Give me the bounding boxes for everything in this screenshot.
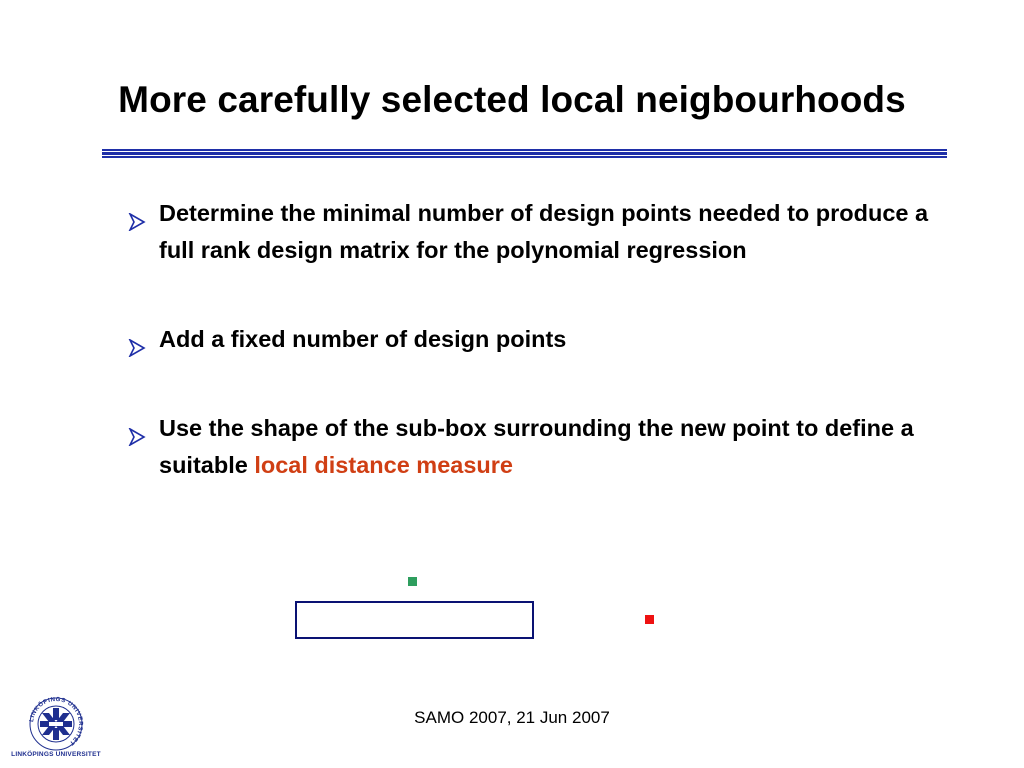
design-point-green — [408, 577, 417, 586]
slide-footer: SAMO 2007, 21 Jun 2007 — [414, 708, 610, 727]
highlighted-term: local distance measure — [254, 452, 513, 478]
arrowhead-bullet-icon — [128, 331, 146, 349]
bullet-item — [128, 321, 948, 358]
sub-box-rectangle — [295, 601, 534, 639]
logo-caption: LINKÖPINGS UNIVERSITET — [11, 751, 101, 758]
bullet-list — [128, 195, 948, 484]
bullet-item — [128, 195, 948, 269]
university-logo — [4, 696, 108, 762]
bullet-text: Use the shape of the sub-box surrounding the new point to define a suitable — [159, 415, 914, 478]
title-underline — [102, 149, 947, 158]
design-point-red — [645, 615, 654, 624]
arrowhead-bullet-icon — [128, 420, 146, 438]
bullet-text: Determine the minimal number of design points needed to produce a full rank design matrix for the polynomial regression — [159, 200, 929, 263]
bullet-item — [128, 410, 948, 484]
logo-ring-text: LINKÖPINGS UNIVERSITET — [29, 696, 84, 747]
slide-title: More carefully selected local neigbourhoods — [118, 79, 906, 120]
bullet-text: Add a fixed number of design points — [159, 326, 567, 352]
arrowhead-bullet-icon — [128, 205, 146, 223]
